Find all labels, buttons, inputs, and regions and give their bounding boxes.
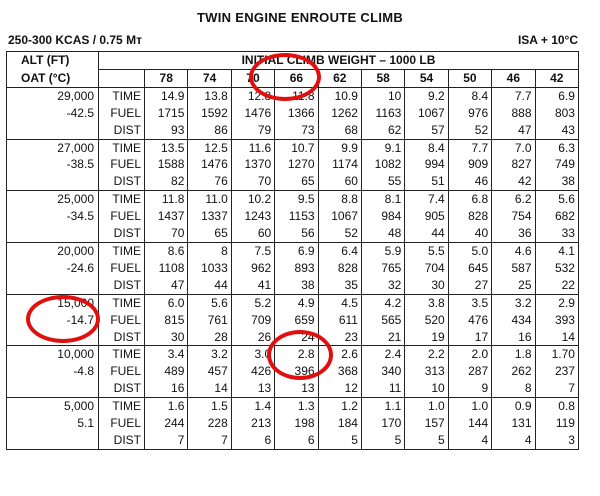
altitude-cell: 29,000 (7, 87, 99, 104)
value-cell: 73 (275, 122, 318, 139)
value-cell: 994 (405, 156, 448, 173)
value-cell: 393 (535, 312, 578, 329)
value-cell: 9.2 (405, 87, 448, 104)
table-row (7, 173, 579, 190)
value-cell: 46 (448, 173, 491, 190)
oat-cell: 5.1 (7, 415, 99, 432)
empty-cell (7, 380, 99, 397)
value-cell: 10.9 (318, 87, 361, 104)
table-row (7, 277, 579, 294)
value-cell: 33 (535, 225, 578, 242)
value-cell: 16 (145, 380, 188, 397)
value-cell: 14.9 (145, 87, 188, 104)
value-cell: 27 (448, 277, 491, 294)
value-cell: 60 (318, 173, 361, 190)
value-cell: 6.9 (275, 242, 318, 259)
value-cell: 51 (405, 173, 448, 190)
table-row (7, 398, 579, 415)
empty-cell (7, 432, 99, 449)
value-cell: 476 (448, 312, 491, 329)
value-cell: 8 (492, 380, 535, 397)
value-cell: 22 (535, 277, 578, 294)
value-cell: 11 (361, 380, 404, 397)
value-cell: 41 (231, 277, 274, 294)
value-cell: 6.0 (145, 294, 188, 311)
value-cell: 65 (188, 225, 231, 242)
value-cell: 8.4 (448, 87, 491, 104)
value-cell: 7 (188, 432, 231, 449)
row-label: TIME (99, 139, 145, 156)
value-cell: 4 (492, 432, 535, 449)
value-cell: 68 (318, 122, 361, 139)
value-cell: 2.4 (361, 346, 404, 363)
value-cell: 8.1 (361, 191, 404, 208)
value-cell: 2.9 (535, 294, 578, 311)
value-cell: 976 (448, 105, 491, 122)
value-cell: 44 (188, 277, 231, 294)
value-cell: 30 (145, 329, 188, 346)
value-cell: 44 (405, 225, 448, 242)
value-cell: 5.2 (231, 294, 274, 311)
table-row (7, 380, 579, 397)
row-label: FUEL (99, 312, 145, 329)
value-cell: 38 (275, 277, 318, 294)
value-cell: 1592 (188, 105, 231, 122)
table-row (7, 432, 579, 449)
row-label: TIME (99, 242, 145, 259)
value-cell: 228 (188, 415, 231, 432)
value-cell: 13.8 (188, 87, 231, 104)
value-cell: 9 (448, 380, 491, 397)
oat-header: OAT (°C) (7, 69, 99, 87)
value-cell: 26 (231, 329, 274, 346)
value-cell: 9.9 (318, 139, 361, 156)
row-label: DIST (99, 329, 145, 346)
value-cell: 9.5 (275, 191, 318, 208)
value-cell: 32 (361, 277, 404, 294)
value-cell: 93 (145, 122, 188, 139)
value-cell: 7.7 (448, 139, 491, 156)
value-cell: 8.4 (405, 139, 448, 156)
value-cell: 1270 (275, 156, 318, 173)
value-cell: 909 (448, 156, 491, 173)
value-cell: 803 (535, 105, 578, 122)
value-cell: 962 (231, 260, 274, 277)
value-cell: 5 (405, 432, 448, 449)
value-cell: 10.7 (275, 139, 318, 156)
value-cell: 0.9 (492, 398, 535, 415)
value-cell: 170 (361, 415, 404, 432)
value-cell: 157 (405, 415, 448, 432)
value-cell: 36 (492, 225, 535, 242)
row-label: TIME (99, 398, 145, 415)
value-cell: 42 (492, 173, 535, 190)
value-cell: 5.6 (535, 191, 578, 208)
value-cell: 62 (361, 122, 404, 139)
weight-col-header: 62 (318, 69, 361, 87)
table-row (7, 105, 579, 122)
value-cell: 611 (318, 312, 361, 329)
value-cell: 28 (188, 329, 231, 346)
value-cell: 6.3 (535, 139, 578, 156)
value-cell: 1476 (231, 105, 274, 122)
value-cell: 1.8 (492, 346, 535, 363)
value-cell: 761 (188, 312, 231, 329)
value-cell: 1163 (361, 105, 404, 122)
table-row (7, 156, 579, 173)
value-cell: 14 (535, 329, 578, 346)
row-label: DIST (99, 122, 145, 139)
value-cell: 21 (361, 329, 404, 346)
value-cell: 76 (188, 173, 231, 190)
value-cell: 52 (448, 122, 491, 139)
row-label: DIST (99, 225, 145, 242)
row-label: FUEL (99, 415, 145, 432)
value-cell: 11.8 (145, 191, 188, 208)
value-cell: 815 (145, 312, 188, 329)
value-cell: 457 (188, 363, 231, 380)
table-row (7, 415, 579, 432)
oat-cell: -38.5 (7, 156, 99, 173)
value-cell: 86 (188, 122, 231, 139)
value-cell: 7.5 (231, 242, 274, 259)
value-cell: 645 (448, 260, 491, 277)
climb-table (6, 51, 579, 450)
value-cell: 5.6 (188, 294, 231, 311)
value-cell: 765 (361, 260, 404, 277)
value-cell: 144 (448, 415, 491, 432)
value-cell: 340 (361, 363, 404, 380)
value-cell: 1366 (275, 105, 318, 122)
value-cell: 11.0 (188, 191, 231, 208)
value-cell: 888 (492, 105, 535, 122)
value-cell: 313 (405, 363, 448, 380)
altitude-cell: 20,000 (7, 242, 99, 259)
value-cell: 1.0 (405, 398, 448, 415)
value-cell: 4.6 (492, 242, 535, 259)
value-cell: 12 (318, 380, 361, 397)
value-cell: 6.4 (318, 242, 361, 259)
value-cell: 749 (535, 156, 578, 173)
row-label: DIST (99, 277, 145, 294)
value-cell: 8 (188, 242, 231, 259)
chart-title: TWIN ENGINE ENROUTE CLIMB (196, 10, 404, 25)
value-cell: 1.3 (275, 398, 318, 415)
value-cell: 17 (448, 329, 491, 346)
value-cell: 828 (318, 260, 361, 277)
value-cell: 893 (275, 260, 318, 277)
value-cell: 754 (492, 208, 535, 225)
value-cell: 532 (535, 260, 578, 277)
value-cell: 1.6 (145, 398, 188, 415)
value-cell: 82 (145, 173, 188, 190)
value-cell: 984 (361, 208, 404, 225)
altitude-cell: 27,000 (7, 139, 99, 156)
value-cell: 24 (275, 329, 318, 346)
table-row (7, 208, 579, 225)
table-row (7, 242, 579, 259)
oat-cell: -4.8 (7, 363, 99, 380)
value-cell: 184 (318, 415, 361, 432)
row-label: TIME (99, 346, 145, 363)
value-cell: 9.1 (361, 139, 404, 156)
altitude-cell: 15,000 (7, 294, 99, 311)
value-cell: 565 (361, 312, 404, 329)
oat-cell: -14.7 (7, 312, 99, 329)
value-cell: 3.0 (231, 346, 274, 363)
value-cell: 1437 (145, 208, 188, 225)
altitude-cell: 25,000 (7, 191, 99, 208)
value-cell: 3.8 (405, 294, 448, 311)
value-cell: 57 (405, 122, 448, 139)
weight-header: INITIAL CLIMB WEIGHT – 1000 LB (99, 52, 579, 70)
value-cell: 38 (535, 173, 578, 190)
value-cell: 1.1 (361, 398, 404, 415)
value-cell: 3.4 (145, 346, 188, 363)
value-cell: 1243 (231, 208, 274, 225)
value-cell: 13.5 (145, 139, 188, 156)
altitude-cell: 5,000 (7, 398, 99, 415)
value-cell: 287 (448, 363, 491, 380)
value-cell: 7 (145, 432, 188, 449)
value-cell: 40 (448, 225, 491, 242)
value-cell: 5 (361, 432, 404, 449)
temperature-condition: ISA + 10°C (517, 33, 578, 47)
value-cell: 23 (318, 329, 361, 346)
value-cell: 16 (492, 329, 535, 346)
value-cell: 1262 (318, 105, 361, 122)
row-label: TIME (99, 191, 145, 208)
weight-col-header: 74 (188, 69, 231, 87)
weight-col-header: 46 (492, 69, 535, 87)
value-cell: 1174 (318, 156, 361, 173)
value-cell: 13 (275, 380, 318, 397)
value-cell: 682 (535, 208, 578, 225)
value-cell: 56 (275, 225, 318, 242)
empty-cell (7, 173, 99, 190)
value-cell: 368 (318, 363, 361, 380)
value-cell: 1108 (145, 260, 188, 277)
value-cell: 905 (405, 208, 448, 225)
value-cell: 3 (535, 432, 578, 449)
value-cell: 434 (492, 312, 535, 329)
value-cell: 1033 (188, 260, 231, 277)
value-cell: 43 (535, 122, 578, 139)
value-cell: 6.2 (492, 191, 535, 208)
row-label: FUEL (99, 208, 145, 225)
value-cell: 55 (361, 173, 404, 190)
value-cell: 1370 (231, 156, 274, 173)
row-label: DIST (99, 432, 145, 449)
value-cell: 709 (231, 312, 274, 329)
value-cell: 2.6 (318, 346, 361, 363)
row-label: DIST (99, 380, 145, 397)
value-cell: 4.1 (535, 242, 578, 259)
value-cell: 8.6 (145, 242, 188, 259)
value-cell: 659 (275, 312, 318, 329)
value-cell: 14 (188, 380, 231, 397)
value-cell: 1.5 (188, 398, 231, 415)
value-cell: 1067 (405, 105, 448, 122)
value-cell: 6.9 (535, 87, 578, 104)
value-cell: 4.9 (275, 294, 318, 311)
value-cell: 65 (275, 173, 318, 190)
value-cell: 396 (275, 363, 318, 380)
value-cell: 1.0 (448, 398, 491, 415)
value-cell: 244 (145, 415, 188, 432)
value-cell: 1153 (275, 208, 318, 225)
value-cell: 262 (492, 363, 535, 380)
value-cell: 12.8 (231, 87, 274, 104)
value-cell: 1067 (318, 208, 361, 225)
value-cell: 7.7 (492, 87, 535, 104)
empty-cell (7, 277, 99, 294)
value-cell: 48 (361, 225, 404, 242)
value-cell: 1.4 (231, 398, 274, 415)
weight-col-header: 58 (361, 69, 404, 87)
value-cell: 11.6 (231, 139, 274, 156)
speed-schedule: 250-300 KCAS / 0.75 Mᴛ (8, 33, 142, 47)
value-cell: 7.0 (492, 139, 535, 156)
value-cell: 2.2 (405, 346, 448, 363)
value-cell: 1.70 (535, 346, 578, 363)
value-cell: 1476 (188, 156, 231, 173)
value-cell: 47 (492, 122, 535, 139)
value-cell: 7 (535, 380, 578, 397)
value-cell: 131 (492, 415, 535, 432)
value-cell: 0.8 (535, 398, 578, 415)
value-cell: 5.9 (361, 242, 404, 259)
value-cell: 25 (492, 277, 535, 294)
value-cell: 1082 (361, 156, 404, 173)
value-cell: 79 (231, 122, 274, 139)
value-cell: 47 (145, 277, 188, 294)
value-cell: 587 (492, 260, 535, 277)
value-cell: 7.4 (405, 191, 448, 208)
value-cell: 704 (405, 260, 448, 277)
value-cell: 5 (318, 432, 361, 449)
altitude-cell: 10,000 (7, 346, 99, 363)
value-cell: 119 (535, 415, 578, 432)
value-cell: 3.5 (448, 294, 491, 311)
value-cell: 6 (275, 432, 318, 449)
value-cell: 6 (231, 432, 274, 449)
value-cell: 2.0 (448, 346, 491, 363)
value-cell: 6.8 (448, 191, 491, 208)
table-row (7, 191, 579, 208)
value-cell: 60 (231, 225, 274, 242)
row-label: DIST (99, 173, 145, 190)
value-cell: 828 (448, 208, 491, 225)
weight-col-header: 50 (448, 69, 491, 87)
value-cell: 70 (231, 173, 274, 190)
weight-spacer (99, 69, 145, 87)
value-cell: 827 (492, 156, 535, 173)
value-cell: 1337 (188, 208, 231, 225)
table-row (7, 139, 579, 156)
empty-cell (7, 122, 99, 139)
weight-col-header: 54 (405, 69, 448, 87)
weight-col-header: 66 (275, 69, 318, 87)
row-label: TIME (99, 87, 145, 104)
value-cell: 8.8 (318, 191, 361, 208)
value-cell: 2.8 (275, 346, 318, 363)
table-row (7, 225, 579, 242)
value-cell: 35 (318, 277, 361, 294)
value-cell: 10 (405, 380, 448, 397)
circle-annotation-alt-15000 (26, 295, 100, 343)
value-cell: 3.2 (188, 346, 231, 363)
value-cell: 520 (405, 312, 448, 329)
empty-cell (7, 225, 99, 242)
table-row (7, 122, 579, 139)
value-cell: 10.2 (231, 191, 274, 208)
row-label: TIME (99, 294, 145, 311)
value-cell: 13 (231, 380, 274, 397)
value-cell: 5.0 (448, 242, 491, 259)
row-label: FUEL (99, 363, 145, 380)
value-cell: 1715 (145, 105, 188, 122)
oat-cell: -42.5 (7, 105, 99, 122)
value-cell: 30 (405, 277, 448, 294)
value-cell: 489 (145, 363, 188, 380)
value-cell: 4.5 (318, 294, 361, 311)
value-cell: 11.8 (275, 87, 318, 104)
table-row (7, 260, 579, 277)
value-cell: 5.5 (405, 242, 448, 259)
value-cell: 12.5 (188, 139, 231, 156)
value-cell: 19 (405, 329, 448, 346)
value-cell: 4.2 (361, 294, 404, 311)
circle-annotation-weight-66 (249, 53, 321, 101)
value-cell: 70 (145, 225, 188, 242)
value-cell: 198 (275, 415, 318, 432)
value-cell: 1588 (145, 156, 188, 173)
value-cell: 4 (448, 432, 491, 449)
row-label: FUEL (99, 156, 145, 173)
oat-cell: -24.6 (7, 260, 99, 277)
value-cell: 213 (231, 415, 274, 432)
value-cell: 426 (231, 363, 274, 380)
value-cell: 52 (318, 225, 361, 242)
alt-header: ALT (FT) (7, 52, 99, 70)
value-cell: 3.2 (492, 294, 535, 311)
weight-col-header: 78 (145, 69, 188, 87)
row-label: FUEL (99, 260, 145, 277)
value-cell: 1.2 (318, 398, 361, 415)
oat-cell: -34.5 (7, 208, 99, 225)
value-cell: 237 (535, 363, 578, 380)
row-label: FUEL (99, 105, 145, 122)
circle-annotation-dist-24 (267, 330, 333, 380)
weight-col-header: 70 (231, 69, 274, 87)
value-cell: 10 (361, 87, 404, 104)
weight-col-header: 42 (535, 69, 578, 87)
